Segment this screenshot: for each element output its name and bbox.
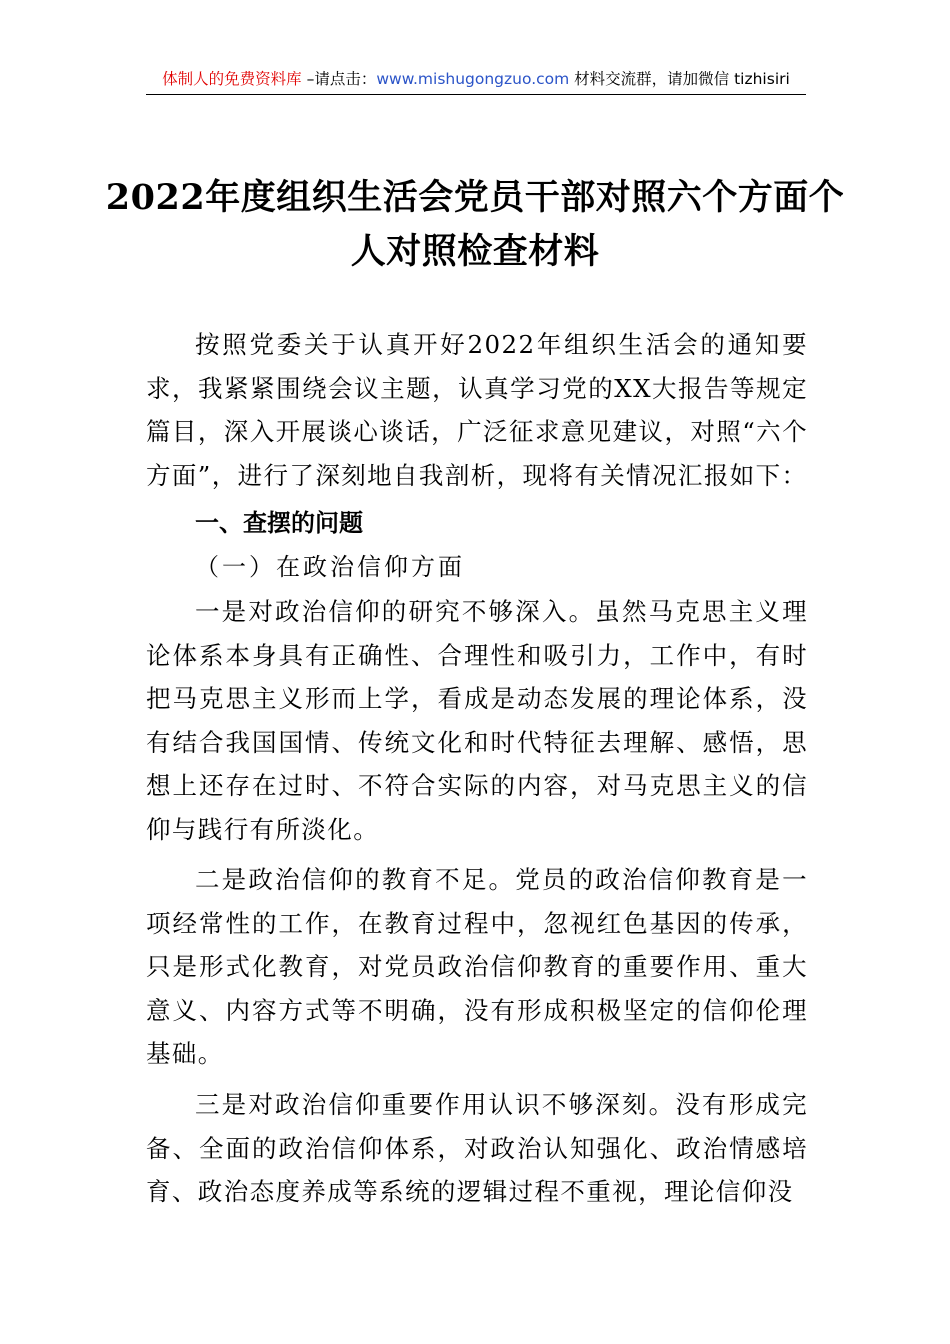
header-url-link[interactable]: www.mishugongzuo.com [376,70,570,88]
header-contact-info: 材料交流群，请加微信 tizhisiri [569,70,790,88]
body-paragraph-3: 三是对政治信仰重要作用认识不够深刻。没有形成完备、全面的政治信仰体系，对政治认知强化、政治情感培育、政治态度养成等系统的逻辑过程不重视，理论信仰没 [146,1090,808,1207]
body-paragraph-2: 二是政治信仰的教育不足。党员的政治信仰教育是一项经常性的工作，在教育过程中，忽视红色基因的传承，只是形式化教育，对党员政治信仰教育的重要作用、重大意义、内容方式等不明确，没有形成积极坚定的信仰伦理基础。 [146,865,808,1069]
document-title: 2022年度组织生活会党员干部对照六个方面个人对照检查材料 [105,177,845,272]
header-click-prompt: –请点击： [301,70,377,88]
body-paragraph-1: 一是对政治信仰的研究不够深入。虽然马克思主义理论体系本身具有正确性、合理性和吸引力，工作中，有时把马克思主义形而上学，看成是动态发展的理论体系，没有结合我国国情、传统文化和时代特征去理解、感悟，思想上还存在过时、不符合实际的内容，对马克思主义的信仰与践行有所淡化。 [146,597,808,844]
header-site-name: 体制人的免费资料库 [162,70,302,88]
page-header [146,66,806,95]
subsection-heading: （一）在政治信仰方面 [195,553,465,581]
intro-paragraph: 按照党委关于认真开好2022年组织生活会的通知要求，我紧紧围绕会议主题，认真学习党的XX大报告等规定篇目，深入开展谈心谈话，广泛征求意见建议，对照“六个方面”，进行了深刻地自我剖析，现将有关情况汇报如下： [146,330,808,490]
section-heading: 一、查摆的问题 [195,509,363,537]
